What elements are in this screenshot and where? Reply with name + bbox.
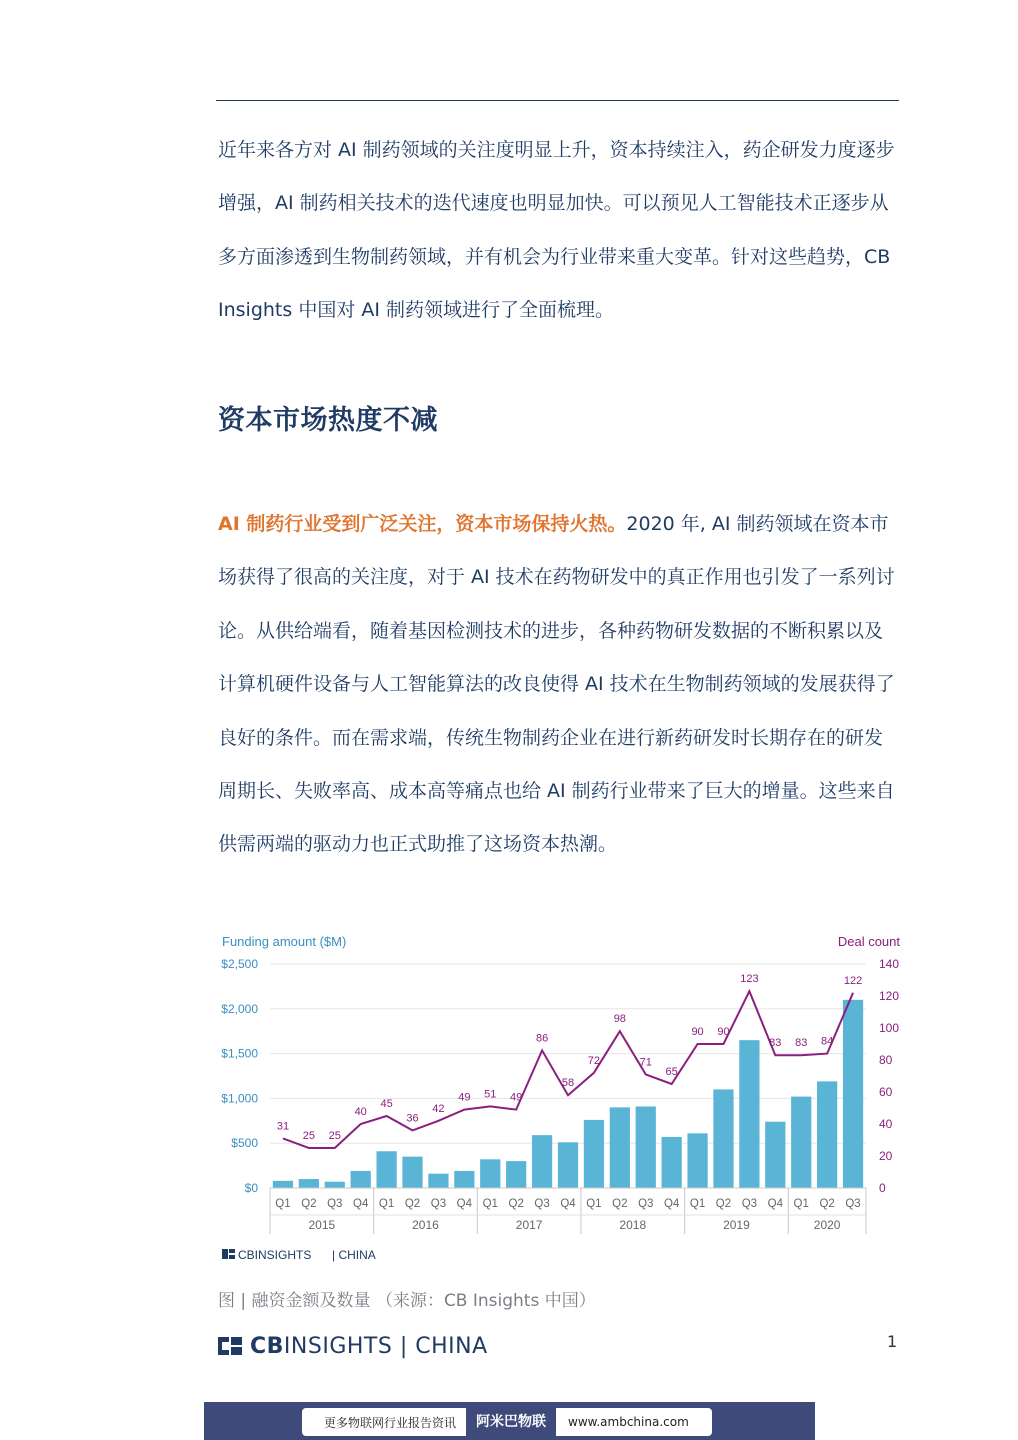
y2-tick-label: 80 — [879, 1053, 893, 1067]
year-label: 2018 — [619, 1218, 647, 1232]
quarter-label: Q3 — [534, 1198, 550, 1210]
y-tick-label: $500 — [231, 1136, 258, 1151]
y2-tick-label: 140 — [879, 957, 900, 971]
deal-count-label: 31 — [276, 1120, 290, 1133]
deal-count-label: 84 — [821, 1035, 834, 1048]
footer-brand: CBINSIGHTS | CHINA — [250, 1333, 488, 1359]
funding-bar — [506, 1161, 526, 1188]
quarter-label: Q2 — [715, 1198, 732, 1210]
funding-bar — [273, 1181, 293, 1188]
footer-logo — [218, 1332, 488, 1360]
chart-logo-mark — [229, 1249, 235, 1253]
funding-bar — [480, 1159, 500, 1188]
y-tick-label: $1,000 — [221, 1091, 258, 1106]
deal-count-label: 49 — [458, 1091, 471, 1104]
funding-bar — [532, 1135, 552, 1188]
quarter-label: Q4 — [456, 1198, 473, 1210]
year-label: 2015 — [308, 1218, 336, 1232]
funding-bar — [610, 1107, 630, 1188]
funding-bar — [765, 1122, 785, 1188]
y-tick-label: $2,000 — [221, 1001, 258, 1016]
quarter-label: Q4 — [560, 1198, 576, 1210]
deal-count-label: 122 — [843, 974, 863, 987]
funding-bar — [428, 1174, 448, 1188]
quarter-label: Q1 — [793, 1198, 809, 1210]
year-label: 2016 — [412, 1218, 439, 1232]
funding-bar — [662, 1137, 682, 1188]
chart-svg — [214, 926, 904, 1266]
quarter-label: Q1 — [275, 1198, 291, 1210]
quarter-label: Q2 — [301, 1198, 317, 1210]
funding-bar — [299, 1179, 319, 1188]
funding-bar — [584, 1120, 604, 1188]
figure-caption: 图 | 融资金额及数量 （来源：CB Insights 中国） — [218, 1291, 596, 1311]
funding-bar — [325, 1182, 345, 1188]
quarter-label: Q2 — [819, 1198, 835, 1210]
quarter-label: Q1 — [689, 1198, 706, 1210]
y2-tick-label: 40 — [879, 1117, 893, 1131]
deal-count-label: 90 — [717, 1026, 730, 1038]
funding-bar — [377, 1151, 397, 1188]
deal-count-label: 42 — [432, 1102, 445, 1115]
highlight-text: AI 制药行业受到广泛关注，资本市场保持火热。 — [218, 513, 627, 535]
deal-count-label: 86 — [535, 1032, 549, 1045]
ad-banner[interactable] — [204, 1402, 815, 1440]
deal-count-label: 45 — [380, 1098, 393, 1110]
cb-logo-icon — [218, 1335, 244, 1357]
banner-brand[interactable]: 阿米巴物联 — [466, 1408, 556, 1436]
y2-tick-label: 100 — [879, 1021, 900, 1035]
funding-bar — [454, 1171, 474, 1188]
quarter-label: Q2 — [404, 1198, 421, 1210]
funding-bar — [817, 1081, 837, 1188]
quarter-label: Q3 — [327, 1198, 343, 1210]
section-title: 资本市场热度不减 — [218, 405, 438, 436]
funding-bar — [636, 1106, 656, 1188]
y2-tick-label: 120 — [879, 989, 900, 1003]
deal-count-label: 40 — [354, 1106, 367, 1118]
deal-count-label: 123 — [740, 973, 759, 986]
y-tick-label: $0 — [244, 1181, 258, 1195]
banner-url[interactable]: www.ambchina.com — [568, 1415, 689, 1429]
funding-bar — [713, 1089, 733, 1188]
y-axis-title: Funding amount ($M) — [222, 934, 347, 949]
deal-count-label: 72 — [587, 1054, 601, 1067]
deal-count-label: 83 — [769, 1037, 782, 1050]
year-label: 2020 — [813, 1218, 841, 1232]
funding-bar — [558, 1142, 578, 1188]
body-text: 2020 年, AI 制药领域在资本市场获得了很高的关注度，对于 AI 技术在药物研发中的真正作用也引发了一系列讨论。从供给端看，随着基因检测技术的进步，各种药物研发数据的不断积累以及计算机硬件设备与人工智能算法的改良使得 AI 技术在生物制药领域的发展获得了良好的条件。而在需求端，传统生物制药企业在进行新药研发时长期存在的研发周期长、失败率高、成本高等痛点也给 AI 制药行业带来了巨大的增量。这些来自供需两端的驱动力也正式助推了这场资本热潮。 — [218, 513, 895, 856]
y-tick-label: $1,500 — [221, 1046, 258, 1061]
intro-paragraph: 近年来各方对 AI 制药领域的关注度明显上升，资本持续注入，药企研发力度逐步增强，AI 制药相关技术的迭代速度也明显加快。可以预见人工智能技术正逐步从多方面渗透到生物制药领域，并有机会为行业带来重大变革。针对这些趋势，CB Insights 中国对 AI 制药领域进行了全面梳理。 — [218, 139, 895, 322]
funding-bar — [791, 1097, 811, 1188]
quarter-label: Q1 — [482, 1198, 498, 1210]
banner-pill[interactable] — [302, 1408, 712, 1436]
chart-logo-region: | CHINA — [332, 1248, 376, 1262]
chart-logo-mark — [229, 1255, 235, 1259]
deal-count-label: 36 — [406, 1112, 419, 1125]
quarter-label: Q3 — [638, 1198, 654, 1210]
quarter-label: Q1 — [586, 1198, 602, 1210]
y-tick-label: $2,500 — [221, 957, 258, 971]
page-number: 1 — [887, 1332, 898, 1351]
deal-count-label: 25 — [328, 1130, 341, 1142]
deal-count-label: 65 — [665, 1066, 678, 1078]
funding-bar — [402, 1157, 422, 1188]
quarter-label: Q1 — [378, 1198, 395, 1210]
quarter-label: Q2 — [612, 1198, 628, 1210]
chart-logo-brand: CBINSIGHTS — [238, 1248, 312, 1262]
quarter-label: Q4 — [353, 1198, 369, 1210]
banner-left-text: 更多物联网行业报告资讯 — [324, 1415, 457, 1430]
deal-count-label: 71 — [639, 1056, 652, 1069]
deal-count-label: 83 — [795, 1037, 808, 1050]
header-rule — [216, 100, 899, 101]
chart-logo-mark — [222, 1249, 228, 1259]
quarter-label: Q4 — [767, 1198, 783, 1210]
deal-count-label: 49 — [510, 1091, 523, 1104]
deal-count-label: 25 — [302, 1130, 315, 1142]
deal-count-label: 90 — [691, 1026, 704, 1038]
quarter-label: Q3 — [845, 1198, 861, 1210]
y2-tick-label: 0 — [879, 1181, 886, 1195]
quarter-label: Q3 — [430, 1198, 447, 1210]
quarter-label: Q2 — [508, 1198, 524, 1210]
year-label: 2017 — [515, 1218, 543, 1232]
quarter-label: Q4 — [663, 1198, 680, 1210]
y2-tick-label: 20 — [879, 1149, 893, 1163]
deal-count-label: 98 — [613, 1013, 626, 1026]
funding-bar — [843, 1000, 863, 1188]
funding-chart — [214, 926, 904, 1266]
y2-tick-label: 60 — [879, 1085, 893, 1099]
quarter-label: Q3 — [741, 1198, 758, 1210]
deal-count-label: 51 — [484, 1088, 497, 1101]
funding-bar — [739, 1040, 759, 1188]
deal-count-label: 58 — [561, 1077, 575, 1090]
funding-bar — [687, 1133, 707, 1188]
funding-bar — [351, 1171, 371, 1188]
section-paragraph — [218, 498, 900, 872]
year-label: 2019 — [723, 1218, 750, 1232]
y2-axis-title: Deal count — [837, 934, 900, 949]
